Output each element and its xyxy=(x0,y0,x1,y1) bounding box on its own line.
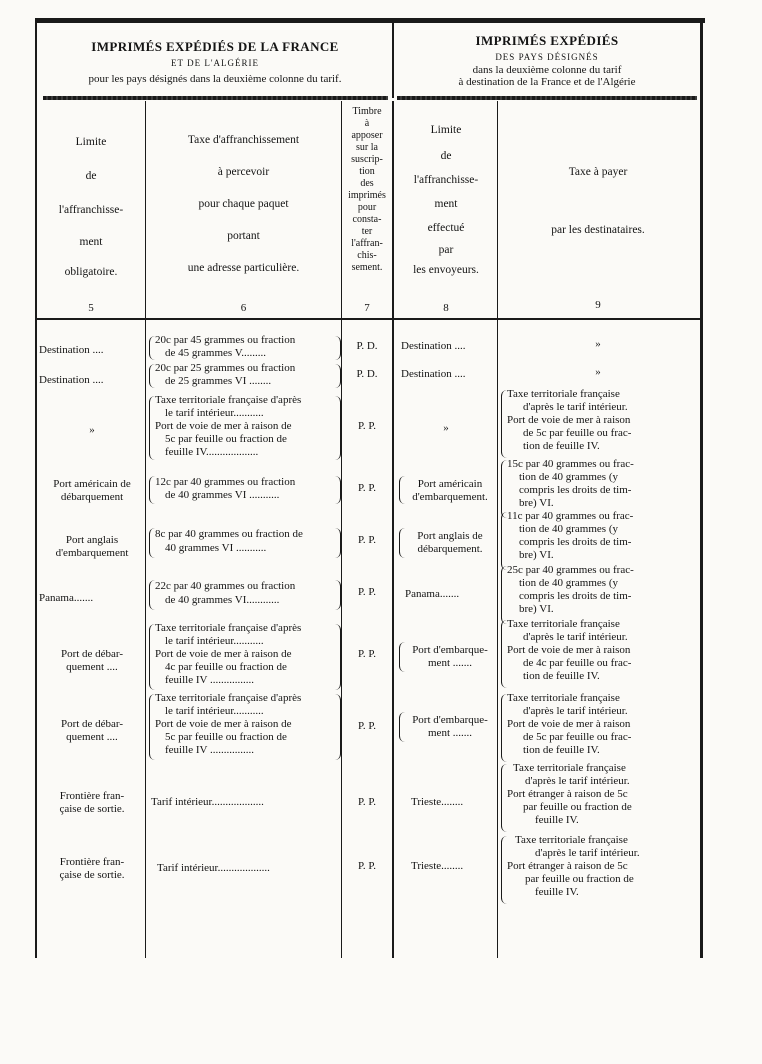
col7-line: chis- xyxy=(357,250,377,261)
cell-col6: 22c par 40 grammes ou fraction xyxy=(155,580,296,592)
cell-col5: quement .... xyxy=(66,731,118,743)
col7-line: sur la xyxy=(356,142,378,153)
cell-col9: tion de 40 grammes (y xyxy=(519,577,618,589)
right-header-line-1: dans la deuxième colonne du tarif xyxy=(472,64,622,76)
cell-col9: 11c par 40 grammes ou frac- xyxy=(507,510,634,522)
col6-line: une adresse particulière. xyxy=(187,262,300,274)
cell-col9: d'après le tarif intérieur. xyxy=(523,401,628,413)
cell-col5: çaise de sortie. xyxy=(59,869,125,881)
cell-col5: Port américain de xyxy=(53,478,131,490)
cell-col9: tion de feuille IV. xyxy=(523,670,600,682)
col6-number: 6 xyxy=(240,302,247,314)
brace xyxy=(335,476,341,504)
cell-col7: P. P. xyxy=(357,586,377,598)
cell-col7: P. P. xyxy=(357,720,377,732)
header-body-separator xyxy=(37,318,700,320)
col9-line: Taxe à payer xyxy=(568,166,628,178)
col-rule-3 xyxy=(392,101,394,958)
cell-col8: ment ....... xyxy=(428,727,472,739)
left-header-line: pour les pays désignés dans la deuxième colonne du tarif. xyxy=(88,73,342,85)
cell-col7: P. P. xyxy=(357,534,377,546)
cell-col9: par feuille ou fraction de xyxy=(523,801,632,813)
top-border xyxy=(35,18,705,23)
cell-col6: feuille IV ................ xyxy=(165,744,255,756)
cell-col8: Destination .... xyxy=(401,368,466,380)
right-header-sub: DES PAYS DÉSIGNÉS xyxy=(495,52,599,62)
cell-col9: compris les droits de tim- xyxy=(519,590,632,602)
cell-col8: Port anglais de xyxy=(417,530,483,542)
cell-col6: 8c par 40 grammes ou fraction de xyxy=(155,528,303,540)
cell-col9: Port étranger à raison de 5c xyxy=(507,860,628,872)
cell-col8: débarquement. xyxy=(417,543,483,555)
cell-col5: d'embarquement xyxy=(55,547,129,559)
cell-col6: Taxe territoriale française d'après xyxy=(155,622,302,634)
brace xyxy=(335,580,341,610)
cell-col5: Destination .... xyxy=(39,344,104,356)
cell-col6: Port de voie de mer à raison de xyxy=(155,718,292,730)
col8-line: Limite xyxy=(430,124,462,136)
cell-col9: de 5c par feuille ou frac- xyxy=(523,731,632,743)
cell-col9: Taxe territoriale française xyxy=(513,762,626,774)
cell-col9: tion de 40 grammes (y xyxy=(519,523,618,535)
col7-number: 7 xyxy=(364,302,370,314)
cell-col5: Port de débar- xyxy=(60,718,124,730)
col7-line: des xyxy=(360,178,374,189)
cell-col9: Port étranger à raison de 5c xyxy=(507,788,628,800)
left-header-sub: ET DE L'ALGÉRIE xyxy=(171,58,259,68)
col5-line: de xyxy=(85,170,97,182)
cell-col9: bre) VI. xyxy=(519,603,554,615)
brace xyxy=(335,364,341,388)
left-header-title: IMPRIMÉS EXPÉDIÉS DE LA FRANCE xyxy=(91,39,339,54)
cell-col6: 20c par 25 grammes ou fraction xyxy=(155,362,296,374)
col7-line: l'affran- xyxy=(351,238,383,249)
cell-col5: Frontière fran- xyxy=(59,856,125,868)
brace xyxy=(335,528,341,558)
right-header-flourish xyxy=(397,96,697,100)
cell-col8: Port d'embarque- xyxy=(412,714,488,726)
col5-line: ment xyxy=(79,236,103,248)
cell-col6: 40 grammes VI ........... xyxy=(165,542,267,554)
cell-col9: Taxe territoriale française xyxy=(507,388,620,400)
cell-col9: par feuille ou fraction de xyxy=(525,873,634,885)
tariff-table xyxy=(35,18,705,958)
col7-line: ter xyxy=(361,226,373,237)
cell-col9: Port de voie de mer à raison xyxy=(507,414,631,426)
brace xyxy=(335,336,341,360)
cell-col5: quement .... xyxy=(66,661,118,673)
cell-col8: Port américain xyxy=(417,478,483,490)
cell-col9: Port de voie de mer à raison xyxy=(507,644,631,656)
cell-col9: Taxe territoriale française xyxy=(507,692,620,704)
col5-number: 5 xyxy=(88,302,94,314)
col8-line: par xyxy=(438,244,454,256)
col7-line: apposer xyxy=(351,130,383,141)
cell-col6: 4c par feuille ou fraction de xyxy=(165,661,287,673)
cell-col5: débarquement xyxy=(60,491,124,503)
cell-col8: Trieste........ xyxy=(411,860,464,872)
cell-col9: de 5c par feuille ou frac- xyxy=(523,427,632,439)
col5-line: obligatoire. xyxy=(64,266,118,278)
cell-col9: compris les droits de tim- xyxy=(519,536,632,548)
cell-col9: tion de 40 grammes (y xyxy=(519,471,618,483)
cell-col9: compris les droits de tim- xyxy=(519,484,632,496)
left-header-flourish xyxy=(43,96,388,100)
cell-col6: Tarif intérieur................... xyxy=(157,862,270,874)
col6-line: pour chaque paquet xyxy=(198,198,289,210)
right-header-line-2: à destination de la France et de l'Algérie xyxy=(458,76,636,88)
cell-col8: ment ....... xyxy=(428,657,472,669)
cell-col8: Trieste........ xyxy=(411,796,464,808)
cell-col9: d'après le tarif intérieur. xyxy=(525,775,630,787)
col7-line: suscrip- xyxy=(351,154,383,165)
cell-col9: d'après le tarif intérieur. xyxy=(535,847,640,859)
cell-col9: feuille IV. xyxy=(535,814,579,826)
col5-line: Limite xyxy=(75,136,107,148)
header-divider xyxy=(392,23,394,98)
col7-line: imprimés xyxy=(348,190,386,201)
col7-line: à xyxy=(364,118,370,129)
cell-col6: 5c par feuille ou fraction de xyxy=(165,731,287,743)
col8-line: l'affranchisse- xyxy=(413,174,479,186)
cell-col9: bre) VI. xyxy=(519,497,554,509)
cell-col6: 5c par feuille ou fraction de xyxy=(165,433,287,445)
cell-col9: tion de feuille IV. xyxy=(523,744,600,756)
cell-col9: d'après le tarif intérieur. xyxy=(523,631,628,643)
cell-col7: P. P. xyxy=(357,860,377,872)
cell-col6: feuille IV................... xyxy=(165,446,259,458)
cell-col9: 15c par 40 grammes ou frac- xyxy=(507,458,634,470)
cell-col9: Taxe territoriale française xyxy=(515,834,628,846)
cell-col5: Panama....... xyxy=(39,592,94,604)
col7-line: tion xyxy=(359,166,375,177)
cell-col7: P. P. xyxy=(357,420,377,432)
cell-col8: » xyxy=(443,422,449,434)
left-border xyxy=(35,18,37,958)
cell-col6: le tarif intérieur........... xyxy=(165,705,264,717)
col8-line: ment xyxy=(434,198,458,210)
cell-col6: 20c par 45 grammes ou fraction xyxy=(155,334,296,346)
cell-col8: Panama....... xyxy=(405,588,460,600)
cell-col8: Destination .... xyxy=(401,340,466,352)
col9-line: par les destinataires. xyxy=(551,224,645,236)
cell-col9: tion de feuille IV. xyxy=(523,440,600,452)
cell-col6: Tarif intérieur................... xyxy=(151,796,264,808)
col5-line: l'affranchisse- xyxy=(58,204,124,216)
cell-col5: Port anglais xyxy=(65,534,119,546)
cell-col5: Frontière fran- xyxy=(59,790,125,802)
cell-col9: Port de voie de mer à raison xyxy=(507,718,631,730)
col8-line: de xyxy=(440,150,452,162)
cell-col9: » xyxy=(595,338,601,350)
cell-col5: Port de débar- xyxy=(60,648,124,660)
cell-col6: de 45 grammes V......... xyxy=(165,347,267,359)
col6-line: Taxe d'affranchissement xyxy=(187,134,300,146)
cell-col8: Port d'embarque- xyxy=(412,644,488,656)
right-border xyxy=(700,18,703,958)
right-header-title: IMPRIMÉS EXPÉDIÉS xyxy=(475,33,619,48)
cell-col7: P. P. xyxy=(357,482,377,494)
cell-col9: 25c par 40 grammes ou frac- xyxy=(507,564,634,576)
col8-line: les envoyeurs. xyxy=(413,264,479,276)
col6-line: portant xyxy=(227,230,260,242)
cell-col7: P. P. xyxy=(357,648,377,660)
cell-col6: Port de voie de mer à raison de xyxy=(155,648,292,660)
col9-number: 9 xyxy=(595,299,601,311)
cell-col9: d'après le tarif intérieur. xyxy=(523,705,628,717)
col7-line: sement. xyxy=(351,262,383,273)
col8-number: 8 xyxy=(443,302,449,314)
cell-col6: le tarif intérieur........... xyxy=(165,635,264,647)
cell-col9: feuille IV. xyxy=(535,886,579,898)
cell-col6: Taxe territoriale française d'après xyxy=(155,394,302,406)
cell-col6: Taxe territoriale française d'après xyxy=(155,692,302,704)
col8-line: effectué xyxy=(427,222,465,234)
cell-col5: Destination .... xyxy=(39,374,104,386)
cell-col9: bre) VI. xyxy=(519,549,554,561)
cell-col6: de 40 grammes VI............ xyxy=(165,594,280,606)
cell-col9: de 4c par feuille ou frac- xyxy=(523,657,632,669)
cell-col6: de 25 grammes VI ........ xyxy=(165,375,272,387)
cell-col5: » xyxy=(89,424,95,436)
col7-line: pour xyxy=(357,202,377,213)
brace xyxy=(335,396,341,460)
col6-line: à percevoir xyxy=(217,166,270,178)
cell-col6: de 40 grammes VI ........... xyxy=(165,489,280,501)
cell-col6: feuille IV ................ xyxy=(165,674,255,686)
cell-col7: P. D. xyxy=(356,340,378,352)
cell-col9: » xyxy=(595,366,601,378)
brace xyxy=(335,624,341,690)
cell-col8: d'embarquement. xyxy=(412,491,488,503)
cell-col6: Port de voie de mer à raison de xyxy=(155,420,292,432)
col7-line: Timbre xyxy=(352,106,382,117)
brace xyxy=(335,694,341,760)
col7-line: consta- xyxy=(352,214,382,225)
cell-col6: 12c par 40 grammes ou fraction xyxy=(155,476,296,488)
cell-col7: P. P. xyxy=(357,796,377,808)
cell-col7: P. D. xyxy=(356,368,378,380)
cell-col6: le tarif intérieur........... xyxy=(165,407,264,419)
cell-col5: çaise de sortie. xyxy=(59,803,125,815)
cell-col9: Taxe territoriale française xyxy=(507,618,620,630)
